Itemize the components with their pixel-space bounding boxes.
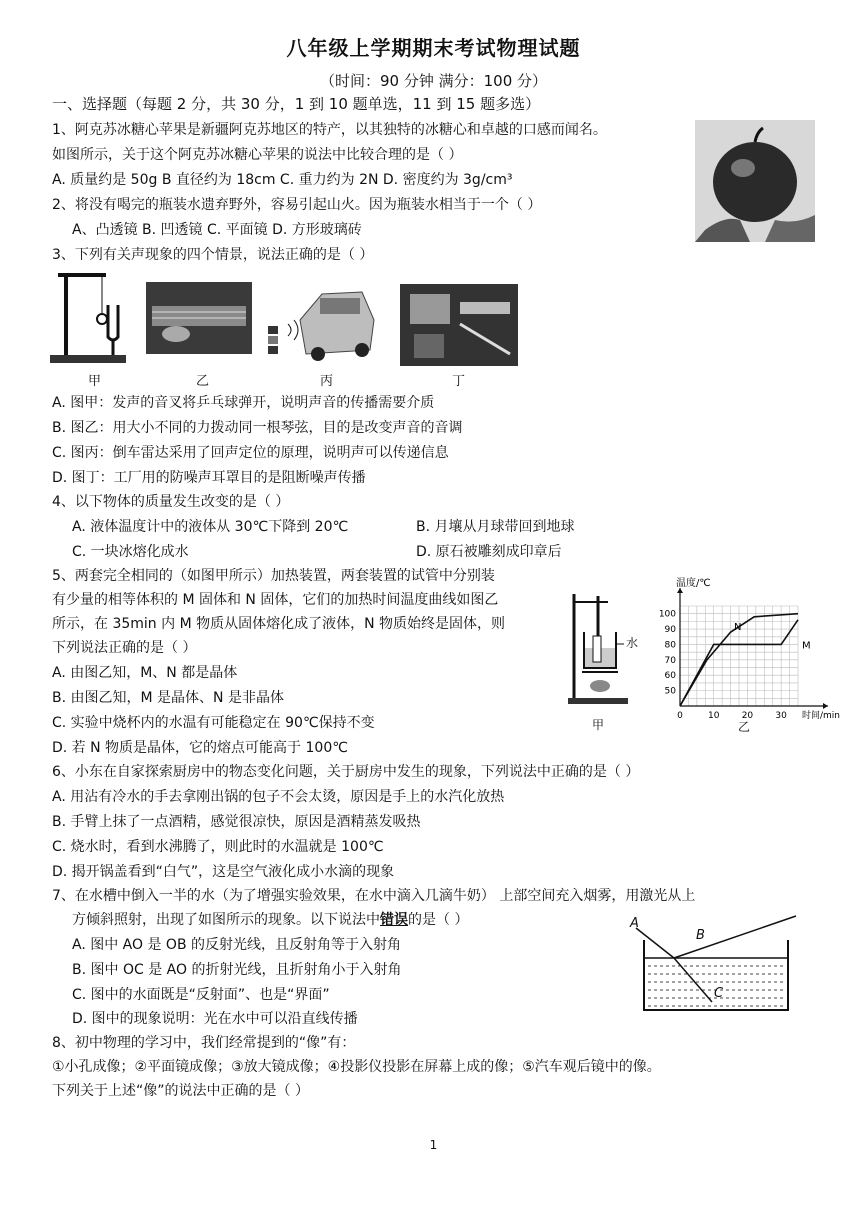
q3-option-d: D. 图丁：工厂用的防噪声耳罩目的是阻断噪声传播 <box>52 470 366 486</box>
x-tick-label: 30 <box>775 711 787 721</box>
q3-stem: 3、下列有关声现象的四个情景，说法正确的是（ ） <box>52 247 374 263</box>
q7-option-d: D. 图中的现象说明：光在水中可以沿直线传播 <box>72 1011 358 1027</box>
q6-option-b: B. 手臂上抹了一点酒精，感觉很凉快，原因是酒精蒸发吸热 <box>52 814 421 830</box>
y-tick-label: 70 <box>664 655 676 666</box>
y-tick-label: 60 <box>664 671 676 682</box>
q3-option-a: A. 图甲：发声的音叉将乒乓球弹开，说明声音的传播需要介质 <box>52 395 435 411</box>
y-tick-label: 90 <box>664 625 676 636</box>
apple-photo <box>695 120 815 242</box>
q6-stem: 6、小东在自家探索厨房中的物态变化问题，关于厨房中发生的现象，下列说法中正确的是（ ） <box>52 764 640 780</box>
q5-stem-line4: 下列说法正确的是（ ） <box>52 640 197 656</box>
x-tick-label: 0 <box>677 711 683 721</box>
y-axis-title: 温度/℃ <box>676 578 711 589</box>
guitar-photo <box>146 282 252 354</box>
ray-label-a: A <box>630 916 639 931</box>
y-tick-label: 50 <box>664 686 676 697</box>
x-axis-title: 时间/min <box>802 711 841 721</box>
light-refraction-figure <box>612 914 802 1014</box>
q4-stem: 4、以下物体的质量发生改变的是（ ） <box>52 494 290 510</box>
q1-options: A. 质量约是 50g B 直径约为 18cm C. 重力约为 2N D. 密度约为 3g/cm³ <box>52 172 513 188</box>
q4-option-a: A. 液体温度计中的液体从 30℃下降到 20℃ <box>72 519 349 535</box>
q5-stem-line2: 有少量的相等体积的 M 固体和 N 固体，它们的加热时间温度曲线如图乙 <box>52 592 499 608</box>
y-tick-label: 100 <box>658 609 676 620</box>
fig-yi-caption: 乙 <box>738 720 751 734</box>
q4-option-b: B. 月壤从月球带回到地球 <box>416 519 575 535</box>
q8-question: 下列关于上述“像”的说法中正确的是（ ） <box>52 1083 309 1099</box>
caption-yi: 乙 <box>196 374 210 389</box>
q6-option-c: C. 烧水时，看到水沸腾了，则此时的水温就是 100℃ <box>52 839 384 855</box>
q5-stem-line1: 5、两套完全相同的（如图甲所示）加热装置，两套装置的试管中分别装 <box>52 568 495 584</box>
q3-option-c: C. 图丙：倒车雷达采用了回声定位的原理，说明声可以传递信息 <box>52 445 449 461</box>
series-label-M: M <box>802 640 811 652</box>
q7-stem-line1: 7、在水槽中倒入一半的水（为了增强实验效果，在水中滴入几滴牛奶） 上部空间充入烟雾，用激光从上 <box>52 888 696 904</box>
reversing-car-figure <box>262 280 380 364</box>
tuning-fork-figure <box>48 265 128 367</box>
caption-jia: 甲 <box>88 374 102 389</box>
q7-emphasis-wrong: 错误 <box>380 912 408 928</box>
x-tick-label: 20 <box>741 711 754 721</box>
heating-apparatus-figure <box>564 588 640 714</box>
section-heading: 一、选择题（每题 2 分，共 30 分，1 到 10 题单选，11 到 15 题多选） <box>52 95 541 113</box>
factory-earmuffs-photo <box>400 284 518 366</box>
q7-option-a: A. 图中 AO 是 OB 的反射光线，且反射角等于入射角 <box>72 937 402 953</box>
q4-option-c: C. 一块冰熔化成水 <box>72 544 189 560</box>
caption-bing: 丙 <box>320 374 334 389</box>
q8-stem: 8、初中物理的学习中，我们经常提到的“像”有： <box>52 1035 356 1051</box>
q6-option-d: D. 揭开锅盖看到“白气”，这是空气液化成小水滴的现象 <box>52 864 395 880</box>
q4-option-d: D. 原石被雕刻成印章后 <box>416 544 562 560</box>
q3-option-b: B. 图乙：用大小不同的力拨动同一根琴弦，目的是改变声音的音调 <box>52 420 463 436</box>
q1-stem-line1: 1、阿克苏冰糖心苹果是新疆阿克苏地区的特产，以其独特的冰糖心和卓越的口感而闻名。 <box>52 122 607 138</box>
water-label: 水 <box>626 636 639 650</box>
page-number: 1 <box>429 1138 438 1152</box>
ray-label-b: B <box>696 928 705 943</box>
q5-stem-line3: 所示，在 35min 内 M 物质从固体熔化成了液体，N 物质始终是固体，则 <box>52 616 506 632</box>
q5-option-c: C. 实验中烧杯内的水温有可能稳定在 90℃保持不变 <box>52 715 375 731</box>
temperature-time-chart <box>648 576 854 736</box>
exam-subtitle: （时间：90 分钟 满分：100 分） <box>319 72 548 90</box>
q2-stem: 2、将没有喝完的瓶装水遗弃野外，容易引起山火。因为瓶装水相当于一个（ ） <box>52 197 542 213</box>
x-tick-label: 10 <box>707 711 720 721</box>
fig-jia-caption: 甲 <box>592 718 605 732</box>
ray-label-c: C <box>714 986 724 1001</box>
exam-title: 八年级上学期期末考试物理试题 <box>286 36 581 60</box>
q7-stem-line2 <box>72 910 468 930</box>
y-tick-label: 80 <box>664 640 676 651</box>
q2-options: A、凸透镜 B. 凹透镜 C. 平面镜 D. 方形玻璃砖 <box>72 222 362 238</box>
q5-option-d: D. 若 N 物质是晶体，它的熔点可能高于 100℃ <box>52 740 348 756</box>
q7-option-b: B. 图中 OC 是 AO 的折射光线，且折射角小于入射角 <box>72 962 402 978</box>
caption-ding: 丁 <box>452 374 466 389</box>
series-label-N: N <box>733 622 742 634</box>
q7-option-c: C. 图中的水面既是“反射面”、也是“界面” <box>72 987 330 1003</box>
q6-option-a: A. 用沾有冷水的手去拿刚出锅的包子不会太烫，原因是手上的水汽化放热 <box>52 789 505 805</box>
q7-stem-part1: 方倾斜照射，出现了如图所示的现象。以下说法中 <box>72 912 380 928</box>
x-axis-arrow <box>823 703 828 709</box>
q5-option-a: A. 由图乙知，M、N 都是晶体 <box>52 665 238 681</box>
q1-stem-line2: 如图所示，关于这个阿克苏冰糖心苹果的说法中比较合理的是（ ） <box>52 147 463 163</box>
q5-option-b: B. 由图乙知，M 是晶体、N 是非晶体 <box>52 690 284 706</box>
q8-items: ①小孔成像；②平面镜成像；③放大镜成像；④投影仪投影在屏幕上成的像；⑤汽车观后镜中的像。 <box>52 1059 661 1075</box>
q7-stem-part2: 的是（ ） <box>408 912 469 928</box>
